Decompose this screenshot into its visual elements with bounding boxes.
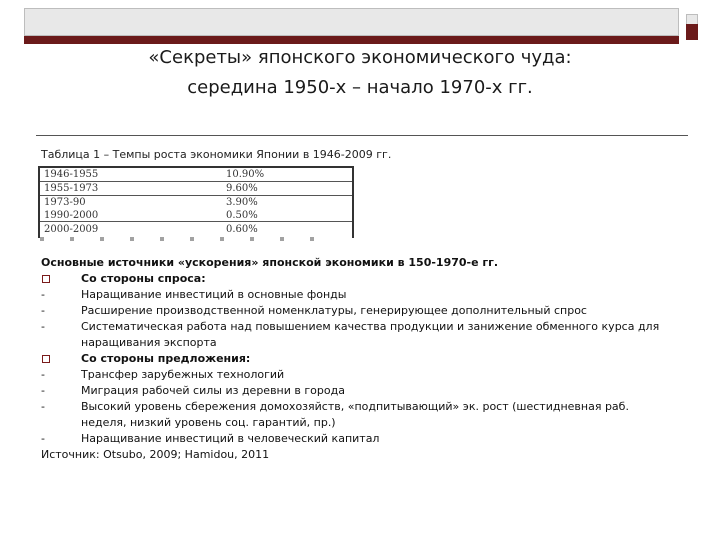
corner-decoration-red [686, 24, 698, 40]
table-cell-period: 2000-2009 [44, 224, 99, 235]
square-bullet-icon [42, 275, 50, 283]
table-row [40, 209, 352, 222]
table-cell-rate: 0.60% [226, 224, 258, 235]
list-item: - Систематическая работа над повышением качества продукции и занижение обменного курса для [41, 320, 660, 333]
slide-title-line-1: «Секреты» японского экономического чуда: [148, 47, 572, 68]
list-item-supply-heading: Со стороны предложения: [41, 351, 681, 367]
sources-heading: Основные источники «ускорения» японской экономики в 150-1970-е гг. [41, 256, 499, 269]
table-caption: Таблица 1 – Темпы роста экономики Японии в 1946-2009 гг. [41, 148, 392, 161]
slide-title-line-2: середина 1950-х – начало 1970-х гг. [187, 77, 533, 98]
list-item-continuation: наращивания экспорта [81, 336, 217, 349]
list-item: - Наращивание инвестиций в человеческий капитал [41, 432, 380, 445]
dash-bullet: - [41, 368, 45, 381]
dash-bullet: - [41, 384, 45, 397]
table-cell-period: 1990-2000 [44, 210, 99, 221]
table-cell-rate: 10.90% [226, 169, 265, 180]
dash-bullet: - [41, 304, 45, 317]
table-row [40, 168, 352, 181]
divider [36, 135, 688, 136]
table-cell-period: 1955-1973 [44, 183, 99, 194]
dash-bullet: - [41, 400, 45, 413]
table-crop-edge [40, 237, 340, 241]
table-row [40, 223, 352, 236]
slide-header-stripe [24, 36, 679, 44]
table-cell-rate: 3.90% [226, 197, 258, 208]
table-cell-rate: 0.50% [226, 210, 258, 221]
list-item: - Трансфер зарубежных технологий [41, 368, 285, 381]
table-cell-period: 1946-1955 [44, 169, 99, 180]
list-item: - Расширение производственной номенклатуры, генерирующее дополнительный спрос [41, 304, 587, 317]
list-item: - Наращивание инвестиций в основные фонды [41, 288, 347, 301]
dash-bullet: - [41, 432, 45, 445]
list-item: - Миграция рабочей силы из деревни в города [41, 384, 345, 397]
source-note: Источник: Otsubo, 2009; Hamidou, 2011 [41, 448, 270, 461]
table-cell-period: 1973-90 [44, 197, 86, 208]
square-bullet-icon [42, 355, 50, 363]
list-item: - Высокий уровень сбережения домохозяйств, «подпитывающий» эк. рост (шестидневная раб. [41, 400, 629, 413]
table-row [40, 182, 352, 195]
table-cell-rate: 9.60% [226, 183, 258, 194]
dash-bullet: - [41, 288, 45, 301]
list-item-continuation: неделя, низкий уровень соц. гарантий, пр.) [81, 416, 336, 429]
dash-bullet: - [41, 320, 45, 333]
table-row [40, 196, 352, 209]
list-item-demand-heading: Со стороны спроса: [41, 271, 681, 287]
slide-header-bar [24, 8, 679, 36]
growth-rates-table [38, 166, 354, 238]
growth-sources-list [41, 255, 681, 463]
